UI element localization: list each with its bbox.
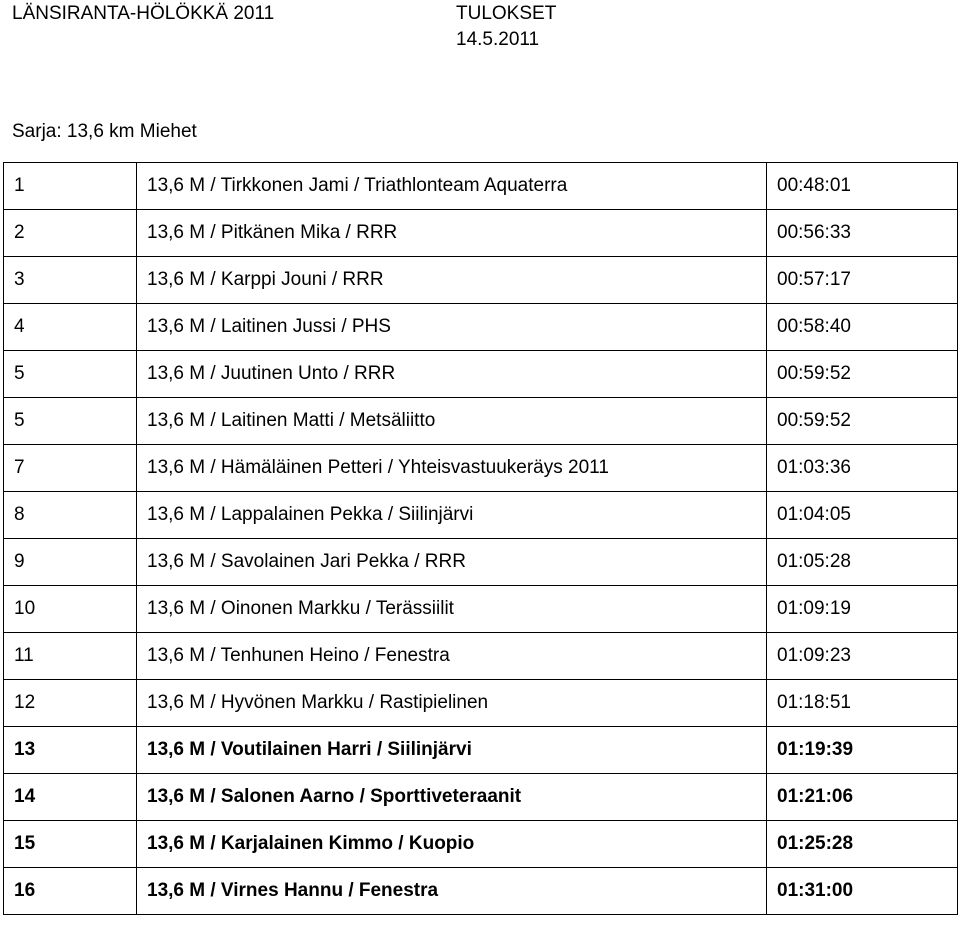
- time-cell: 00:59:52: [767, 351, 958, 398]
- time-cell: 01:18:51: [767, 680, 958, 727]
- table-row: [4, 163, 958, 210]
- participant-cell: 13,6 M / Tenhunen Heino / Fenestra: [137, 633, 767, 680]
- rank-cell: 16: [4, 868, 137, 915]
- table-row: [4, 633, 958, 680]
- participant-cell: 13,6 M / Karjalainen Kimmo / Kuopio: [137, 821, 767, 868]
- participant-cell: 13,6 M / Salonen Aarno / Sporttiveteraanit: [137, 774, 767, 821]
- rank-cell: 5: [4, 398, 137, 445]
- rank-cell: 15: [4, 821, 137, 868]
- table-row: [4, 445, 958, 492]
- table-row: [4, 257, 958, 304]
- participant-cell: 13,6 M / Lappalainen Pekka / Siilinjärvi: [137, 492, 767, 539]
- rank-cell: 5: [4, 351, 137, 398]
- participant-cell: 13,6 M / Karppi Jouni / RRR: [137, 257, 767, 304]
- rank-cell: 2: [4, 210, 137, 257]
- time-cell: 01:25:28: [767, 821, 958, 868]
- table-row: [4, 821, 958, 868]
- time-cell: 01:31:00: [767, 868, 958, 915]
- time-cell: 00:48:01: [767, 163, 958, 210]
- race-date: 14.5.2011: [456, 29, 540, 50]
- time-cell: 01:05:28: [767, 539, 958, 586]
- rank-cell: 1: [4, 163, 137, 210]
- table-row: [4, 210, 958, 257]
- rank-cell: 10: [4, 586, 137, 633]
- table-row: [4, 868, 958, 915]
- table-row: [4, 774, 958, 821]
- time-cell: 01:09:23: [767, 633, 958, 680]
- time-cell: 01:21:06: [767, 774, 958, 821]
- participant-cell: 13,6 M / Tirkkonen Jami / Triathlonteam Aquaterra: [137, 163, 767, 210]
- table-row: [4, 351, 958, 398]
- rank-cell: 8: [4, 492, 137, 539]
- participant-cell: 13,6 M / Voutilainen Harri / Siilinjärvi: [137, 727, 767, 774]
- time-cell: 00:57:17: [767, 257, 958, 304]
- rank-cell: 11: [4, 633, 137, 680]
- results-table: [3, 162, 958, 915]
- series-label: Sarja: 13,6 km Miehet: [12, 121, 197, 142]
- participant-cell: 13,6 M / Pitkänen Mika / RRR: [137, 210, 767, 257]
- participant-cell: 13,6 M / Hyvönen Markku / Rastipielinen: [137, 680, 767, 727]
- table-row: [4, 727, 958, 774]
- time-cell: 01:03:36: [767, 445, 958, 492]
- results-heading: TULOKSET: [456, 3, 557, 24]
- table-row: [4, 539, 958, 586]
- table-row: [4, 304, 958, 351]
- time-cell: 01:09:19: [767, 586, 958, 633]
- participant-cell: 13,6 M / Savolainen Jari Pekka / RRR: [137, 539, 767, 586]
- time-cell: 00:59:52: [767, 398, 958, 445]
- rank-cell: 13: [4, 727, 137, 774]
- rank-cell: 12: [4, 680, 137, 727]
- time-cell: 00:56:33: [767, 210, 958, 257]
- table-row: [4, 492, 958, 539]
- participant-cell: 13,6 M / Virnes Hannu / Fenestra: [137, 868, 767, 915]
- participant-cell: 13,6 M / Hämäläinen Petteri / Yhteisvastuukeräys 2011: [137, 445, 767, 492]
- time-cell: 00:58:40: [767, 304, 958, 351]
- table-row: [4, 680, 958, 727]
- rank-cell: 3: [4, 257, 137, 304]
- table-row: [4, 586, 958, 633]
- participant-cell: 13,6 M / Oinonen Markku / Terässiilit: [137, 586, 767, 633]
- time-cell: 01:04:05: [767, 492, 958, 539]
- rank-cell: 14: [4, 774, 137, 821]
- participant-cell: 13,6 M / Laitinen Matti / Metsäliitto: [137, 398, 767, 445]
- rank-cell: 4: [4, 304, 137, 351]
- time-cell: 01:19:39: [767, 727, 958, 774]
- page-title: LÄNSIRANTA-HÖLÖKKÄ 2011: [12, 3, 275, 24]
- rank-cell: 9: [4, 539, 137, 586]
- participant-cell: 13,6 M / Juutinen Unto / RRR: [137, 351, 767, 398]
- results-table-body: [4, 163, 958, 915]
- rank-cell: 7: [4, 445, 137, 492]
- participant-cell: 13,6 M / Laitinen Jussi / PHS: [137, 304, 767, 351]
- table-row: [4, 398, 958, 445]
